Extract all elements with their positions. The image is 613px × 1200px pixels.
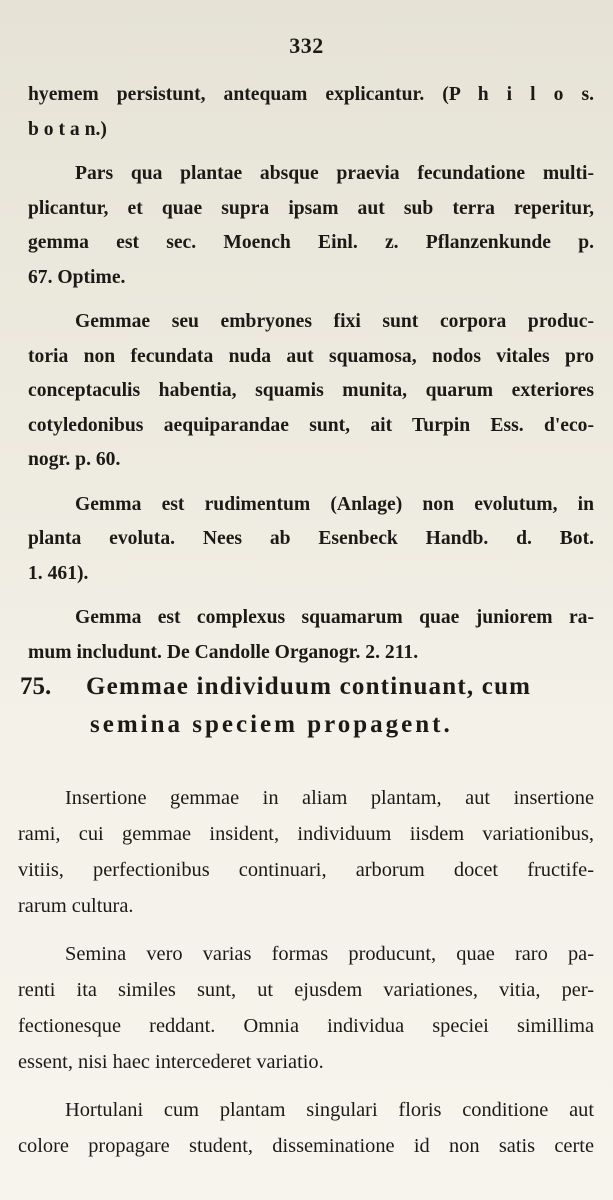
text-line: renti ita similes sunt, ut ejusdem variationes, vitia, per- (18, 979, 594, 1001)
text-line: cotyledonibus aequiparandae sunt, ait Turpin Ess. d'eco- (28, 414, 594, 436)
text-line: toria non fecundata nuda aut squamosa, nodos vitales pro (28, 345, 594, 367)
text-line: gemma est sec. Moench Einl. z. Pflanzenkunde p. (28, 232, 594, 253)
text-line: conceptaculis habentia, squamis munita, quarum exteriores (28, 380, 594, 401)
text-line: vitiis, perfectionibus continuari, arborum docet fructife- (18, 859, 594, 881)
upper-text-block (28, 78, 594, 670)
text-line: rami, cui gemmae insident, individuum iisdem variationibus, (18, 823, 594, 845)
text-line: rarum cultura. (18, 895, 134, 917)
paragraph (28, 157, 594, 295)
text-line: Insertione gemmae in aliam plantam, aut insertione (65, 787, 594, 809)
paragraph (28, 601, 594, 670)
text-line: nogr. p. 60. (28, 449, 121, 470)
text-line: Hortulani cum plantam singulari floris conditione aut (65, 1099, 594, 1121)
text-line: 1. 461). (28, 562, 89, 584)
paragraph (28, 305, 594, 478)
lower-text-block (18, 780, 594, 1164)
text-line: Gemma est complexus squamarum quae juniorem ra- (75, 607, 594, 628)
paragraph (28, 78, 594, 147)
paragraph (18, 936, 594, 1080)
text-line: plicantur, et quae supra ipsam aut sub terra reperitur, (28, 197, 594, 219)
heading-line: semina speciem propagent. (90, 711, 453, 738)
section-number: 75. (20, 673, 52, 700)
text-line: b o t a n.) (28, 118, 107, 140)
heading-line: Gemmae individuum continuant, cum (86, 673, 532, 700)
section-heading (20, 668, 594, 744)
text-line: fectionesque reddant. Omnia individua speciei simillima (18, 1015, 594, 1037)
page-number: 332 (289, 33, 324, 58)
paragraph (28, 488, 594, 592)
text-line: essent, nisi haec intercederet variatio. (18, 1051, 324, 1073)
text-line: hyemem persistunt, antequam explicantur. (P h i l o s. (28, 84, 594, 105)
text-line: Pars qua plantae absque praevia fecundatione multi- (75, 163, 594, 184)
paragraph (18, 1092, 594, 1164)
paragraph (18, 780, 594, 924)
text-line: Gemmae seu embryones fixi sunt corpora produc- (75, 311, 594, 332)
text-line: Gemma est rudimentum (Anlage) non evolutum, in (75, 493, 594, 515)
text-line: 67. Optime. (28, 266, 126, 288)
text-line: mum includunt. De Candolle Organogr. 2. 211. (28, 641, 419, 663)
text-line: colore propagare student, disseminatione id non satis certe (18, 1135, 594, 1157)
text-line: Semina vero varias formas producunt, quae raro pa- (65, 943, 594, 965)
text-line: planta evoluta. Nees ab Esenbeck Handb. d. Bot. (28, 528, 594, 549)
